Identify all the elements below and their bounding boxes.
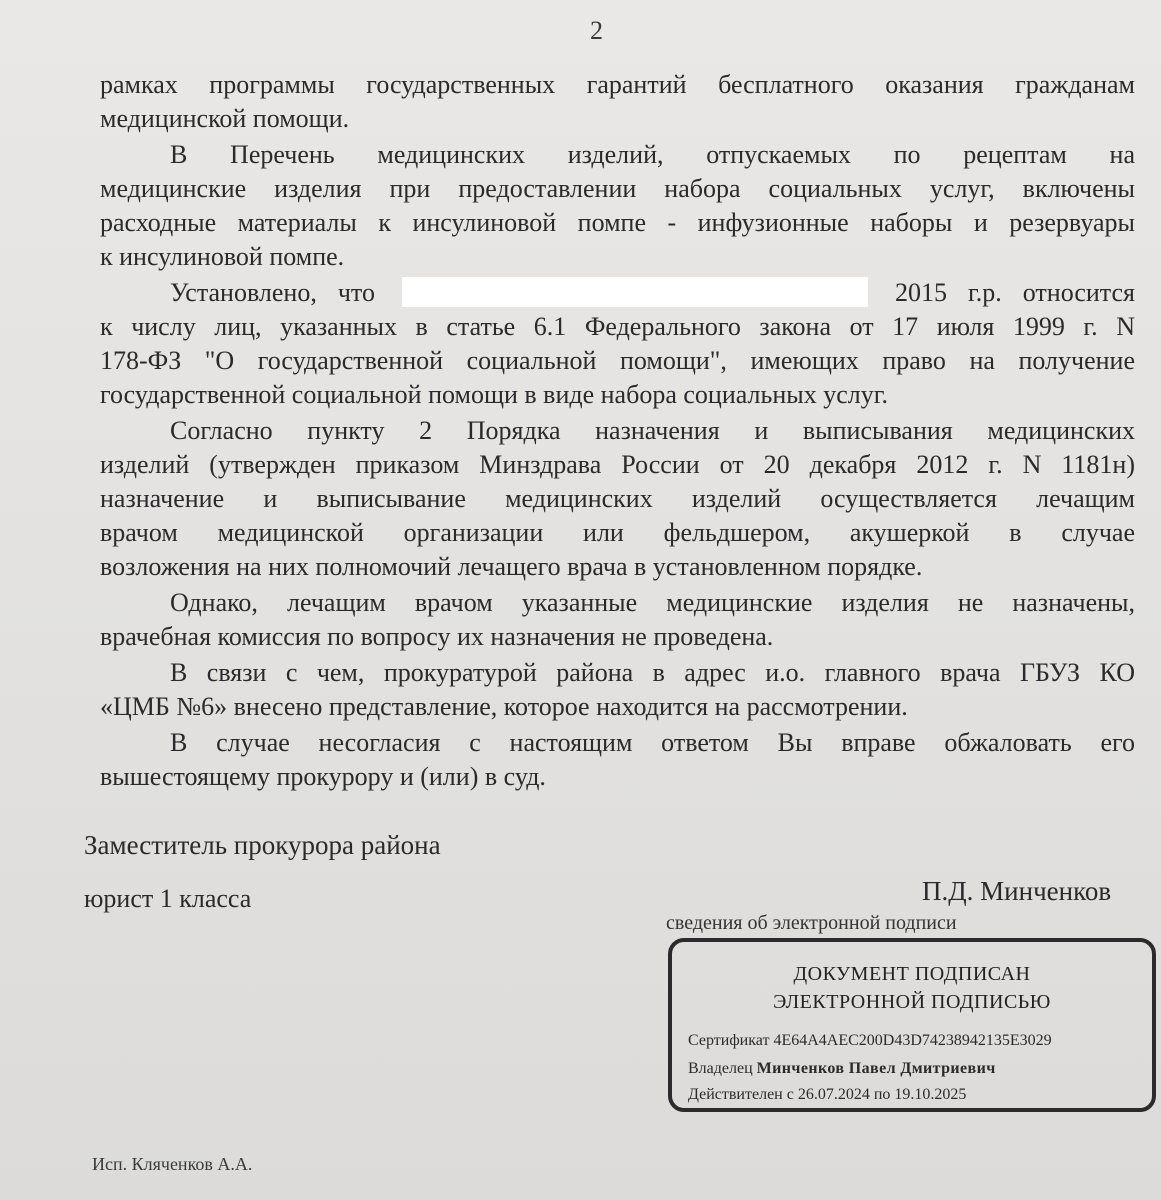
text-line: Согласно пункту 2 Порядка назначения и выписывания медицинских xyxy=(170,416,1135,445)
paragraph xyxy=(100,414,1135,584)
text-line: врачом медицинской организации или фельдшером, акушеркой в случае xyxy=(100,518,1135,547)
text-line: возложения на них полномочий лечащего врача в установленном порядке. xyxy=(100,552,923,581)
text-line: изделий (утвержден приказом Минздрава России от 20 декабря 2012 г. N 1181н) xyxy=(100,450,1135,479)
text-line: В случае несогласия с настоящим ответом Вы вправе обжаловать его xyxy=(170,728,1135,757)
valid-to-label: по xyxy=(873,1086,891,1103)
text-line: «ЦМБ №6» внесено представление, которое находится на рассмотрении. xyxy=(100,692,908,721)
redaction-block xyxy=(402,277,868,307)
certificate-value: 4E64A4AEC200D43D74238942135E3029 xyxy=(773,1032,1052,1049)
text-line: В Перечень медицинских изделий, отпускаемых по рецептам на xyxy=(170,140,1135,169)
paragraph xyxy=(100,726,1135,794)
letter-body xyxy=(100,68,1135,796)
text-line: 178-ФЗ "О государственной социальной помощи", имеющих право на получение xyxy=(100,346,1135,375)
stamp-certificate-row xyxy=(688,1032,1052,1050)
paragraph xyxy=(100,656,1135,724)
signatory-name: П.Д. Минченков xyxy=(922,876,1112,906)
text-line: Однако, лечащим врачом указанные медицинские изделия не назначены, xyxy=(170,588,1135,617)
stamp-owner-row xyxy=(688,1060,996,1078)
text-line: В связи с чем, прокуратурой района в адрес и.о. главного врача ГБУЗ КО xyxy=(170,658,1135,687)
valid-to: 19.10.2025 xyxy=(894,1086,967,1103)
owner-label: Владелец xyxy=(688,1060,753,1077)
text-line: рамках программы государственных гарантий бесплатного оказания гражданам xyxy=(100,70,1135,99)
text-line: назначение и выписывание медицинских изделий осуществляется лечащим xyxy=(100,484,1135,513)
text-line: к инсулиновой помпе. xyxy=(100,242,345,271)
esign-caption: сведения об электронной подписи xyxy=(666,912,957,934)
text-line: вышестоящему прокурору и (или) в суд. xyxy=(100,762,546,791)
paragraph xyxy=(100,276,1135,412)
executor-note: Исп. Кляченков А.А. xyxy=(92,1154,253,1174)
valid-from: 26.07.2024 xyxy=(797,1086,870,1103)
text-line: медицинской помощи. xyxy=(100,104,350,133)
stamp-title-line1: ДОКУМЕНТ ПОДПИСАН xyxy=(793,963,1031,985)
stamp-title-line2: ЭЛЕКТРОННОЙ ПОДПИСЬЮ xyxy=(773,991,1051,1013)
paragraph xyxy=(100,68,1135,136)
text-line: расходные материалы к инсулиновой помпе - инфузионные наборы и резервуары xyxy=(100,208,1135,237)
text-line: государственной социальной помощи в виде набора социальных услуг. xyxy=(100,380,888,409)
paragraph xyxy=(100,138,1135,274)
valid-label: Действителен с xyxy=(688,1086,794,1103)
text-line: врачебная комиссия по вопросу их назначения не проведена. xyxy=(100,622,774,651)
signatory-position: Заместитель прокурора района xyxy=(84,830,441,860)
stamp-title xyxy=(672,960,1152,1016)
paragraph xyxy=(100,586,1135,654)
signatory-rank: юрист 1 класса xyxy=(84,884,252,913)
stamp-validity-row xyxy=(688,1086,966,1104)
owner-value: Минченков Павел Дмитриевич xyxy=(756,1060,996,1077)
text-segment: Установлено, что xyxy=(170,278,396,307)
page-number: 2 xyxy=(590,16,603,45)
text-segment: 2015 г.р. относится xyxy=(873,278,1135,307)
text-line xyxy=(100,276,1135,310)
certificate-label: Сертификат xyxy=(688,1032,770,1049)
text-line: к числу лиц, указанных в статье 6.1 Федерального закона от 17 июля 1999 г. N xyxy=(100,312,1135,341)
electronic-signature-stamp xyxy=(668,938,1156,1112)
text-line: медицинские изделия при предоставлении набора социальных услуг, включены xyxy=(100,174,1135,203)
